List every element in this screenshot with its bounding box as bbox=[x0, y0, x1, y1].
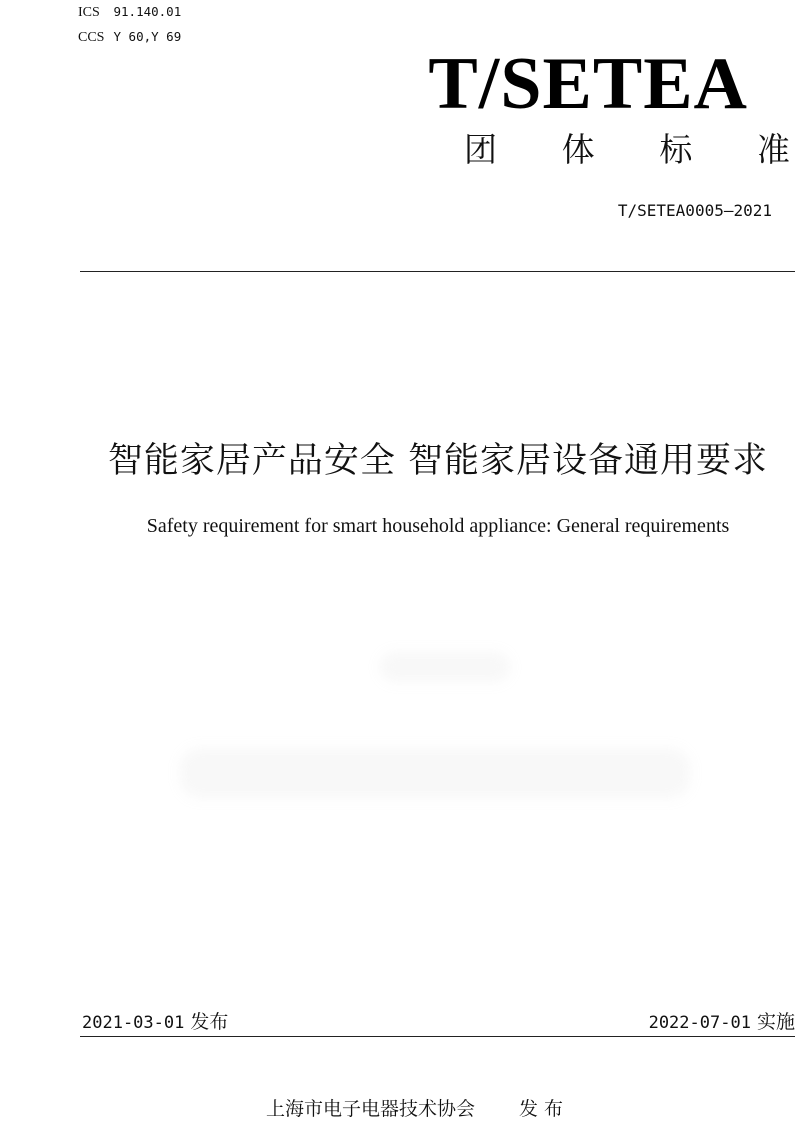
standard-type-char: 标 bbox=[659, 130, 693, 169]
faded-mark bbox=[180, 748, 690, 798]
publisher bbox=[266, 1094, 563, 1124]
document-title-chinese: 智能家居产品安全 智能家居设备通用要求 bbox=[107, 441, 769, 481]
effective-date bbox=[649, 1008, 795, 1037]
classification-codes bbox=[78, 0, 181, 50]
publisher-name: 上海市电子电器技术协会 bbox=[266, 1098, 476, 1120]
standard-type-char: 体 bbox=[561, 130, 595, 169]
issue-date bbox=[82, 1008, 228, 1037]
effective-date-label: 实施 bbox=[756, 1011, 795, 1033]
top-divider bbox=[80, 271, 795, 272]
faded-mark bbox=[380, 652, 510, 682]
ics-label: ICS bbox=[78, 5, 100, 20]
ics-value: 91.140.01 bbox=[113, 4, 182, 19]
standard-type-char: 团 bbox=[464, 130, 497, 169]
ccs-label: CCS bbox=[78, 30, 105, 45]
ccs-value: Y 60,Y 69 bbox=[113, 29, 182, 44]
bottom-divider bbox=[80, 1036, 795, 1037]
effective-date-value: 2022-07-01 bbox=[648, 1013, 751, 1033]
brand-logo-text: T/SETEA bbox=[428, 43, 748, 125]
standard-number: T/SETEA0005—2021 bbox=[617, 201, 772, 220]
document-title-english: Safety requirement for smart household appliance: General requirements bbox=[146, 515, 730, 537]
publisher-action: 发 布 bbox=[519, 1098, 564, 1120]
standard-type bbox=[464, 128, 790, 172]
ics-row bbox=[78, 0, 181, 25]
issue-date-value: 2021-03-01 bbox=[82, 1013, 185, 1033]
ccs-row bbox=[78, 25, 181, 50]
issue-date-label: 发布 bbox=[190, 1011, 229, 1033]
standard-type-char: 准 bbox=[756, 130, 790, 169]
